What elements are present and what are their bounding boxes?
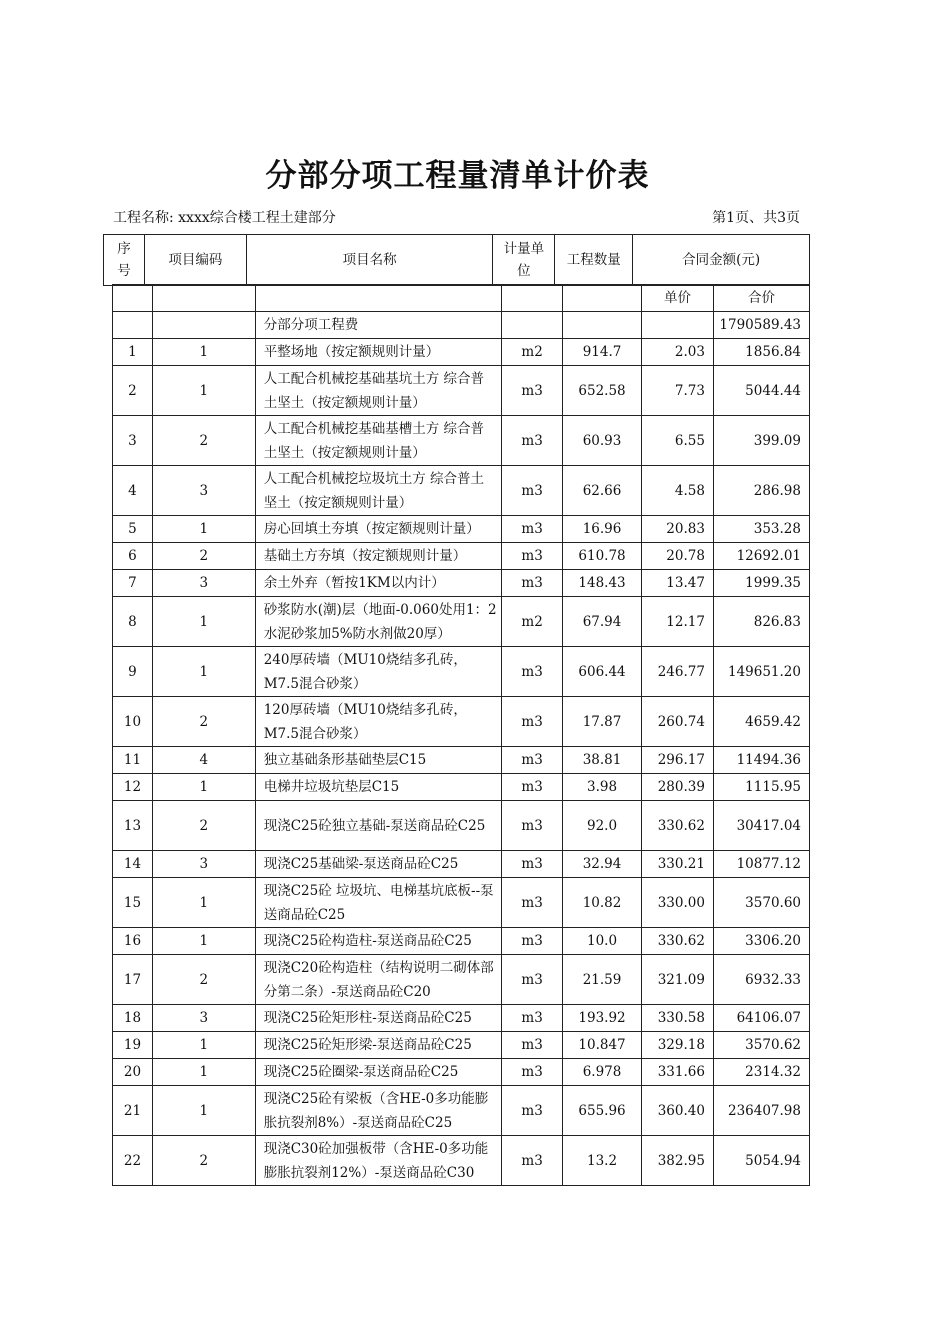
row-total-price: 64106.07 [713,1005,809,1032]
row-code: 1 [152,516,255,543]
row-total-price: 10877.12 [713,851,809,878]
row-code: 2 [152,801,255,851]
page-info: 第1页、共3页 [712,210,800,226]
row-qty: 62.66 [563,466,642,516]
row-seq: 10 [113,697,153,747]
row-code: 2 [152,543,255,570]
row-unit-price: 12.17 [642,597,714,647]
row-name: 现浇C20砼构造柱（结构说明二砌体部分第二条）-泵送商品砼C20 [255,955,501,1005]
row-name: 现浇C25砼矩形梁-泵送商品砼C25 [255,1032,501,1059]
row-code: 1 [152,1032,255,1059]
row-unit-price: 330.00 [642,878,714,928]
row-code: 2 [152,955,255,1005]
row-code: 2 [152,1136,255,1186]
row-total-price: 149651.20 [713,647,809,697]
row-qty: 193.92 [563,1005,642,1032]
header-seq: 序号 [104,235,145,286]
row-code: 3 [152,1005,255,1032]
row-unit-price: 330.21 [642,851,714,878]
row-unit: m3 [502,466,563,516]
row-name: 现浇C25砼矩形柱-泵送商品砼C25 [255,1005,501,1032]
subheader-row [113,285,810,312]
table-row [113,878,810,928]
row-name: 现浇C25砼 垃圾坑、电梯基坑底板--泵送商品砼C25 [255,878,501,928]
row-name: 平整场地（按定额规则计量） [255,339,501,366]
row-unit: m3 [502,1005,563,1032]
table-row [113,543,810,570]
row-name: 现浇C25砼独立基础-泵送商品砼C25 [255,801,501,851]
row-name: 人工配合机械挖垃圾坑土方 综合普土坚土（按定额规则计量） [255,466,501,516]
row-unit: m3 [502,801,563,851]
header-amount: 合同金额(元) [633,235,810,286]
row-qty: 606.44 [563,647,642,697]
row-unit-price: 4.58 [642,466,714,516]
row-qty: 13.2 [563,1136,642,1186]
row-unit-price: 330.58 [642,1005,714,1032]
row-qty: 6.978 [563,1059,642,1086]
row-unit: m3 [502,516,563,543]
item-rows [113,339,810,1186]
row-code: 3 [152,851,255,878]
row-code: 2 [152,697,255,747]
row-unit: m3 [502,1086,563,1136]
row-seq: 19 [113,1032,153,1059]
row-name: 120厚砖墙（MU10烧结多孔砖，M7.5混合砂浆） [255,697,501,747]
row-total-price: 286.98 [713,466,809,516]
row-total-price: 6932.33 [713,955,809,1005]
row-unit: m3 [502,774,563,801]
row-unit-price: 330.62 [642,801,714,851]
row-code: 1 [152,597,255,647]
row-seq: 5 [113,516,153,543]
table-row [113,366,810,416]
row-total-price: 11494.36 [713,747,809,774]
row-seq: 12 [113,774,153,801]
row-name: 现浇C30砼加强板带（含HE-0多功能膨胀抗裂剂12%）-泵送商品砼C30 [255,1136,501,1186]
table-row [113,339,810,366]
row-code: 1 [152,878,255,928]
row-qty: 32.94 [563,851,642,878]
row-seq: 4 [113,466,153,516]
row-total-price: 1115.95 [713,774,809,801]
row-qty: 10.0 [563,928,642,955]
table-row [113,570,810,597]
table-row [113,466,810,516]
row-unit: m3 [502,1136,563,1186]
row-unit-price: 20.78 [642,543,714,570]
row-name: 人工配合机械挖基础基坑土方 综合普土坚土（按定额规则计量） [255,366,501,416]
row-name: 现浇C25砼构造柱-泵送商品砼C25 [255,928,501,955]
row-code: 1 [152,339,255,366]
row-total-price: 399.09 [713,416,809,466]
header-name: 项目名称 [246,235,493,286]
table-row [113,1059,810,1086]
row-name: 房心回填土夯填（按定额规则计量） [255,516,501,543]
row-qty: 60.93 [563,416,642,466]
header-qty: 工程数量 [555,235,633,286]
table-row [113,928,810,955]
row-unit-price: 329.18 [642,1032,714,1059]
row-seq: 21 [113,1086,153,1136]
row-code: 1 [152,647,255,697]
table-row [113,774,810,801]
row-qty: 3.98 [563,774,642,801]
row-unit-price: 260.74 [642,697,714,747]
row-qty: 655.96 [563,1086,642,1136]
header-code: 项目编码 [144,235,246,286]
row-unit-price: 6.55 [642,416,714,466]
table-row [113,955,810,1005]
row-seq: 9 [113,647,153,697]
row-qty: 16.96 [563,516,642,543]
row-seq: 7 [113,570,153,597]
row-total-price: 1856.84 [713,339,809,366]
header-unit: 计量单位 [493,235,555,286]
row-unit: m2 [502,339,563,366]
row-code: 2 [152,416,255,466]
row-unit: m3 [502,851,563,878]
summary-total: 1790589.43 [713,312,809,339]
row-code: 1 [152,928,255,955]
row-code: 1 [152,366,255,416]
table-row [113,416,810,466]
row-qty: 10.82 [563,878,642,928]
row-unit-price: 246.77 [642,647,714,697]
row-unit: m3 [502,1059,563,1086]
row-total-price: 5044.44 [713,366,809,416]
row-unit-price: 382.95 [642,1136,714,1186]
row-seq: 6 [113,543,153,570]
row-seq: 11 [113,747,153,774]
row-name: 余土外弃（暂按1KM以内计） [255,570,501,597]
table-row [113,647,810,697]
row-unit: m3 [502,416,563,466]
row-unit: m3 [502,928,563,955]
row-total-price: 236407.98 [713,1086,809,1136]
row-total-price: 3570.60 [713,878,809,928]
row-name: 基础土方夯填（按定额规则计量） [255,543,501,570]
row-seq: 1 [113,339,153,366]
row-name: 独立基础条形基础垫层C15 [255,747,501,774]
row-total-price: 30417.04 [713,801,809,851]
row-qty: 17.87 [563,697,642,747]
summary-row [113,312,810,339]
table-row [113,516,810,543]
row-name: 240厚砖墙（MU10烧结多孔砖，M7.5混合砂浆） [255,647,501,697]
row-qty: 38.81 [563,747,642,774]
row-unit-price: 321.09 [642,955,714,1005]
row-unit-price: 280.39 [642,774,714,801]
row-name: 现浇C25砼有梁板（含HE-0多功能膨胀抗裂剂8%）-泵送商品砼C25 [255,1086,501,1136]
header-table [103,234,810,286]
row-seq: 20 [113,1059,153,1086]
row-unit: m3 [502,366,563,416]
row-qty: 67.94 [563,597,642,647]
table-row [113,1032,810,1059]
project-name: 工程名称: xxxx综合楼工程土建部分 [113,210,336,226]
row-unit: m2 [502,597,563,647]
table-row [113,597,810,647]
pricing-table [112,284,810,1186]
row-code: 3 [152,570,255,597]
row-code: 4 [152,747,255,774]
header-total-price: 合价 [713,285,809,312]
row-unit: m3 [502,955,563,1005]
row-unit-price: 296.17 [642,747,714,774]
table-row [113,1136,810,1186]
row-seq: 17 [113,955,153,1005]
row-qty: 914.7 [563,339,642,366]
table-row [113,747,810,774]
row-unit-price: 330.62 [642,928,714,955]
row-total-price: 1999.35 [713,570,809,597]
row-unit: m3 [502,747,563,774]
row-seq: 3 [113,416,153,466]
table-row [113,1005,810,1032]
row-qty: 652.58 [563,366,642,416]
row-name: 现浇C25基础梁-泵送商品砼C25 [255,851,501,878]
row-qty: 148.43 [563,570,642,597]
row-total-price: 826.83 [713,597,809,647]
row-total-price: 3306.20 [713,928,809,955]
row-unit: m3 [502,878,563,928]
row-unit: m3 [502,697,563,747]
row-total-price: 353.28 [713,516,809,543]
row-name: 人工配合机械挖基础基槽土方 综合普土坚土（按定额规则计量） [255,416,501,466]
row-unit-price: 331.66 [642,1059,714,1086]
row-qty: 10.847 [563,1032,642,1059]
row-unit: m3 [502,570,563,597]
row-unit-price: 2.03 [642,339,714,366]
row-seq: 2 [113,366,153,416]
row-unit-price: 13.47 [642,570,714,597]
row-unit: m3 [502,647,563,697]
row-total-price: 12692.01 [713,543,809,570]
row-total-price: 2314.32 [713,1059,809,1086]
row-name: 现浇C25砼圈梁-泵送商品砼C25 [255,1059,501,1086]
page-title: 分部分项工程量清单计价表 [265,158,650,194]
row-unit-price: 20.83 [642,516,714,543]
row-qty: 21.59 [563,955,642,1005]
table-row [113,1086,810,1136]
summary-name: 分部分项工程费 [255,312,501,339]
row-name: 砂浆防水(潮)层（地面-0.060处用1：2水泥砂浆加5%防水剂做20厚） [255,597,501,647]
row-total-price: 3570.62 [713,1032,809,1059]
row-total-price: 5054.94 [713,1136,809,1186]
row-qty: 92.0 [563,801,642,851]
row-unit: m3 [502,1032,563,1059]
row-unit-price: 360.40 [642,1086,714,1136]
table-row [113,851,810,878]
row-total-price: 4659.42 [713,697,809,747]
row-name: 电梯井垃圾坑垫层C15 [255,774,501,801]
row-seq: 14 [113,851,153,878]
row-seq: 18 [113,1005,153,1032]
row-code: 1 [152,1086,255,1136]
row-seq: 15 [113,878,153,928]
row-unit: m3 [502,543,563,570]
header-unit-price: 单价 [642,285,714,312]
table-row [113,801,810,851]
row-unit-price: 7.73 [642,366,714,416]
table-row [113,697,810,747]
row-code: 1 [152,1059,255,1086]
row-seq: 8 [113,597,153,647]
row-qty: 610.78 [563,543,642,570]
row-code: 3 [152,466,255,516]
row-seq: 22 [113,1136,153,1186]
row-code: 1 [152,774,255,801]
row-seq: 16 [113,928,153,955]
row-seq: 13 [113,801,153,851]
